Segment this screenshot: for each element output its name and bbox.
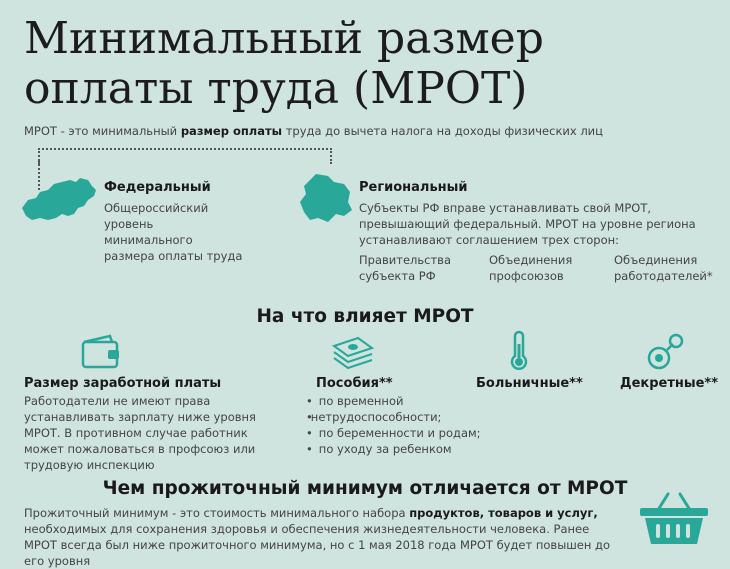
party-employers: Объединения работодателей*: [614, 253, 713, 283]
list-item: • по уходу за ребенком: [306, 441, 481, 457]
list-item: • по временной: [306, 393, 481, 409]
party-government: Правительства субъекта РФ: [359, 253, 451, 283]
salary-text: Работодатели не имеют права устанавливать зарплату ниже уровня МРОТ. В противном случае работник может пожаловаться в профсоюз или трудовую инспекцию: [24, 394, 256, 472]
money-stack-icon: [328, 334, 376, 370]
thermometer-icon: [508, 330, 530, 372]
connector-line: [38, 148, 332, 164]
regional-heading: Региональный: [359, 180, 468, 195]
basket-icon: [636, 490, 712, 546]
pacifier-icon: [645, 332, 685, 372]
definition-text: МРОТ - это минимальный размер оплаты труда до вычета налога на доходы физических лиц: [24, 124, 603, 138]
benefits-heading: Пособия**: [316, 376, 393, 391]
regional-text: Субъекты РФ вправе устанавливать свой МРОТ, превышающий федеральный. МРОТ на уровне региона устанавливают соглашением трех сторон:: [359, 201, 696, 247]
federal-text: Общероссийский уровень минимального размера оплаты труда: [104, 201, 243, 263]
wallet-icon: [80, 334, 122, 370]
benefits-list: [306, 393, 481, 457]
influence-heading: На что влияет МРОТ: [256, 306, 474, 327]
russia-map-icon: [18, 174, 98, 224]
sick-heading: Больничные**: [476, 376, 583, 391]
federal-heading: Федеральный: [104, 180, 211, 195]
party-unions: Объединения профсоюзов: [489, 253, 573, 283]
list-item: • по беременности и родам;: [306, 425, 481, 441]
page-title: Минимальный размер оплаты труда (МРОТ): [24, 13, 544, 114]
list-item: • нетрудоспособности;: [306, 409, 481, 425]
maternity-heading: Декретные**: [620, 376, 719, 391]
difference-text: Прожиточный минимум - это стоимость минимального набора продуктов, товаров и услуг, необходимых для сохранения здоровья и обеспечения жизнедеятельности человека. Ранее МРОТ всегда был ниже прожиточного минимума, но с 1 мая 2018 года МРОТ будет повышен до его уровня: [24, 506, 611, 568]
salary-heading: Размер заработной платы: [24, 376, 222, 391]
region-map-icon: [298, 172, 354, 224]
difference-heading: Чем прожиточный минимум отличается от МРОТ: [102, 478, 628, 499]
